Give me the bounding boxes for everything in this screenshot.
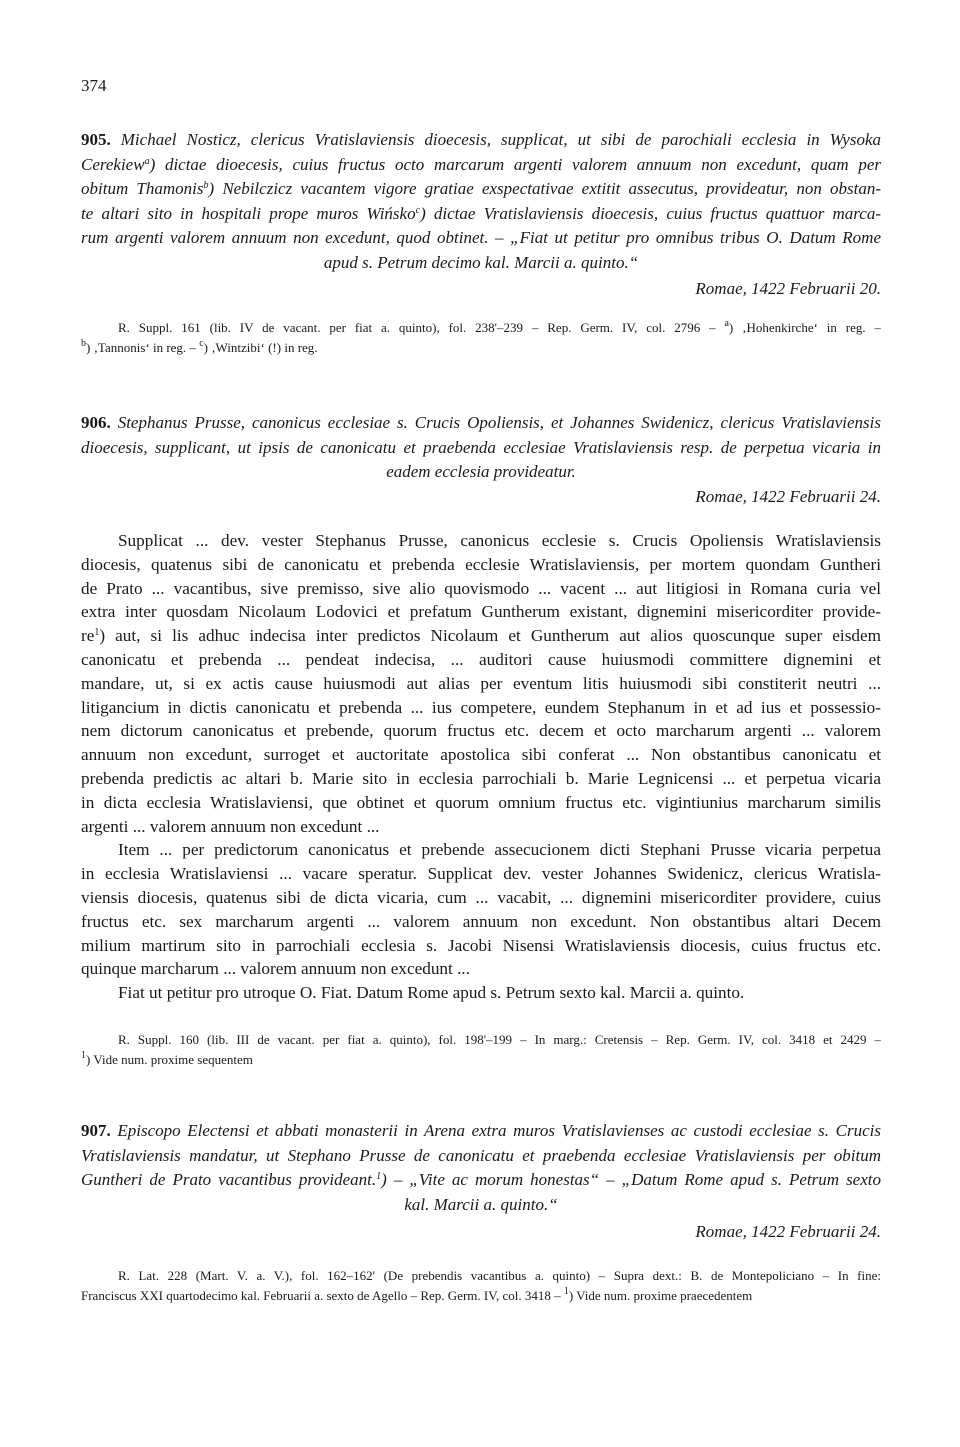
footnote-marker: 1 [94, 627, 100, 639]
footnote-marker: 1 [376, 1171, 382, 1182]
footnote-marker: c [415, 204, 421, 216]
footnote-marker: a [144, 155, 150, 167]
entry-905-notes: R. Suppl. 161 (lib. IV de vacant. per fiat a. quinto), fol. 238'–239 – Rep. Germ. IV, col. 2796 – $^a$) ‚Hohenkirche‘ in reg. – $^b$) ‚Tannonis‘ in reg. – $^c$) ‚Wintzibi‘ (!) in reg. [81, 318, 882, 355]
entry-906-text: Supplicat ... dev. vester Stephanus Prusse, canonicus ecclesie s. Crucis Opoliensis Wratislaviensis diocesis, quatenus sibi de canonicatu et prebenda ecclesie Wratislaviensis, per mortem quondam Guntheri de Prato ... vacantibus, sive premisso, sive alio quovismodo ... vacent ... aut litigiosi in Romana curia vel extra inter quosdam Nicolaum Lodovici et prefatum Guntherum existant, dignemini misericorditer provide- $re^1$) aut, si lis adhuc indecisa inter predictos Nicolaum et Guntherum aut alios quoscunque super eisdem canonicatu et prebenda ... pendeat indecisa, ... auditori cause huiusmodi committere dignemini et mandare, ut, si ex actis cause huiusmodi aut alias per eventum litis huiusmodi sibi constiterit neutri ... litigancium in dictis canonicatu et prebenda ... ius competere, eundem Stephanum in et ad ius et possessio- nem dictorum canonicatus et prebende, quorum fructus etc. decem et octo marcharum argenti ... valorem annuum non excedunt, surroget et auctoritate apostolica sibi conferat ... Non obstantibus canonicatu et prebenda predictis ac altari b. Marie sito in ecclesia parrochiali b. Marie Legnicensi ... et perpetua vicaria in dicta ecclesia Wratislaviensi, que obtinet et quorum omnium fructus etc. vigintiunius marcharum similis argenti ... valorem annuum non excedunt ... Item ... per predictorum canonicatus et prebende assecucionem dicti Stephani Prusse vicaria perpetua in ecclesia Wratislaviensi ... vacare speratur. Supplicat dev. vester Johannes Swidenicz, clericus Wratisla- viensis diocesis, quatenus sibi de dicta vicaria, cum ... vacabit, ... dignemini misericorditer providere, cuius fructus etc. sex marcharum argenti ... valorem annuum non excedunt. Non obstantibus altari Decem milium martirum sito in parrochiali ecclesia s. Jacobi Nisensi Wratislaviensis diocesis, cuius fructus etc. quinque marcharum ... valorem annuum non excedunt ... Fiat ut petitur pro utroque O. Fiat. Datum Rome apud s. Petrum sexto kal. Marcii a. quinto. [81, 531, 881, 1003]
entry-907-notes: R. Lat. 228 (Mart. V. a. V.), fol. 162–162' (De prebendis vacantibus a. quinto) – Supra dext.: B. de Montepoliciano – In fine: Franciscus XXI quartodecimo kal. Februarii a. sexto de Agello – Rep. Germ. IV, col. 3418 – $^1$) Vide num. proxime praecedentem [81, 1268, 881, 1303]
page-number: 374 [81, 76, 107, 95]
entry-number: 907. [81, 1121, 111, 1140]
entry-date: Romae, 1422 Februarii 20. [695, 279, 881, 298]
entry-906-summary: 906. Stephanus Prusse, canonicus ecclesiae s. Crucis Opoliensis, et Johannes Swidenicz, clericus Vratislaviensis dioecesis, supplicant, ut ipsis de canonicatu et praebenda ecclesiae Vratislaviensis resp. de perpetua vicaria in eadem ecclesia provideatur. Romae, 1422 Februarii 24. [81, 411, 881, 509]
entry-906-notes: R. Suppl. 160 (lib. III de vacant. per fiat a. quinto), fol. 198'–199 – In marg.: Cretensis – Rep. Germ. IV, col. 3418 et 2429 – $^1$) Vide num. proxime sequentem [81, 1032, 881, 1067]
entry-date: Romae, 1422 Februarii 24. [695, 1222, 881, 1241]
entry-number: 905. [81, 130, 111, 149]
footnote-marker: b [203, 180, 209, 191]
entry-907-summary: 907. Episcopo Electensi et abbati monasterii in Arena extra muros Vratislavienses ac custodi ecclesiae s. Crucis Vratislaviensis mandatur, ut Stephano Prusse de canonicatu et praebenda ecclesiae Vratislaviensis per obitum Guntheri de Prato vacantibus provideant.$^1$) – „Vite ac morum honestas“ – „Datum Rome apud s. Petrum sexto kal. Marcii a. quinto.“ Romae, 1422 Februarii 24. [81, 1119, 881, 1245]
entry-905-summary: 905. Michael Nosticz, clericus Vratislaviensis dioecesis, supplicat, ut sibi de parochiali ecclesia in Wysoka Cerekiew$^a$) dictae dioecesis, cuius fructus octo marcarum argenti valorem annuum non excedunt, quam per obitum Thamonis$^b$) Nebilczicz vacantem vigore gratiae exspectativae extitit assecutus, provideatur, non obstan- te altari sito in hospitali prope muros Wińsko$^c$) dictae Vratislaviensis dioecesis, cuius fructus quattuor marca- rum argenti valorem annuum non excedunt, quod obtinet. – „Fiat ut petitur pro omnibus tribus O. Datum Rome apud s. Petrum decimo kal. Marcii a. quinto.“ Romae, 1422 Februarii 20. [81, 128, 881, 302]
entry-number: 906. [81, 413, 111, 432]
entry-date: Romae, 1422 Februarii 24. [695, 486, 881, 506]
